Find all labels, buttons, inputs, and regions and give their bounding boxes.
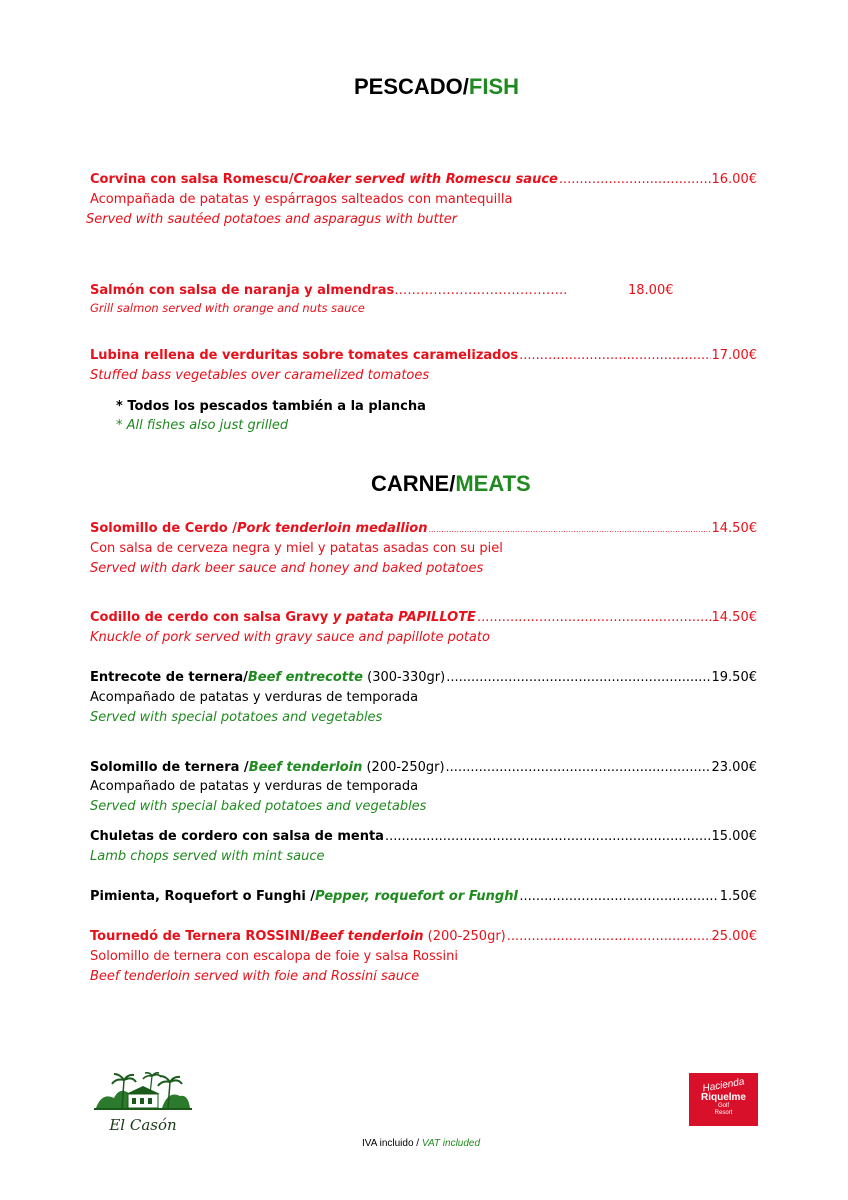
price: 23.00€ xyxy=(711,760,757,775)
menu-item-salmon: Salmón con salsa de naranja y almendras…………………………………. xyxy=(90,283,568,298)
el-cason-wordmark: El Casón xyxy=(109,1116,177,1134)
price: 18.00€ xyxy=(628,283,674,298)
item-description: Solomillo de ternera con escalopa de foie y salsa Rossini xyxy=(90,949,459,964)
menu-item-lubina: Lubina rellena de verduritas sobre tomates caramelizados ..... 17.00€ xyxy=(90,348,757,363)
price: 16.00€ xyxy=(711,172,757,187)
price: 14.50€ xyxy=(711,610,757,625)
hacienda-riquelme-logo: Hacienda Riquelme Golf Resort xyxy=(689,1073,758,1126)
menu-item-entrecote: Entrecote de ternera/ Beef entrecotte (300-330gr) ..... 19.50€ xyxy=(90,670,757,685)
item-description: Con salsa de cerveza negra y miel y patatas asadas con su piel xyxy=(90,541,503,556)
el-cason-logo xyxy=(92,1072,194,1132)
grill-note-en: * All fishes also just grilled xyxy=(116,418,289,433)
menu-item-codillo: Codillo de cerdo con salsa Gravy y patata PAPILLOTE ..... 14.50€ xyxy=(90,610,757,625)
item-description-en: Served with dark beer sauce and honey and baked potatoes xyxy=(90,561,484,576)
price: 25.00€ xyxy=(711,929,757,944)
item-description-en: Lamb chops served with mint sauce xyxy=(90,849,325,864)
price: 19.50€ xyxy=(711,670,757,685)
item-description-en: Grill salmon served with orange and nuts sauce xyxy=(90,301,365,315)
item-description-en: Beef tenderloin served with foie and Rossini sauce xyxy=(90,969,420,984)
item-description-en: Stuffed bass vegetables over caramelized tomatoes xyxy=(90,368,430,383)
menu-item-solomillo-cerdo: Solomillo de Cerdo / Pork tenderloin medallion ..... 14.50€ xyxy=(90,521,757,536)
price: 15.00€ xyxy=(711,829,757,844)
vat-note: IVA incluido / VAT included xyxy=(362,1138,481,1149)
item-description-en: Served with sautéed potatoes and asparagus with butter xyxy=(86,212,458,227)
price: 17.00€ xyxy=(711,348,757,363)
menu-item-sauces: Pimienta, Roquefort o Funghi / Pepper, roquefort or FunghI ..... 1.50€ xyxy=(90,889,757,904)
grill-note: * Todos los pescados también a la plancha xyxy=(116,399,426,414)
item-description-en: Served with special baked potatoes and vegetables xyxy=(90,799,427,814)
fish-title: PESCADO/FISH xyxy=(354,74,520,99)
item-description-en: Served with special potatoes and vegetables xyxy=(90,710,383,725)
palm-trees-icon xyxy=(92,1072,194,1114)
item-description: Acompañado de patatas y verduras de temporada xyxy=(90,690,419,705)
item-description: Acompañada de patatas y espárragos salteados con mantequilla xyxy=(90,192,513,207)
price: 1.50€ xyxy=(719,889,757,904)
menu-item-corvina: Corvina con salsa Romescu/ Croaker served with Romescu sauce ..... 16.00€ xyxy=(90,172,757,187)
menu-item-tournedo: Tournedó de Ternera ROSSINI/ Beef tenderloin (200-250gr) ..... 25.00€ xyxy=(90,929,757,944)
menu-item-chuletas: Chuletas de cordero con salsa de menta ..... 15.00€ xyxy=(90,829,757,844)
menu-item-solomillo-ternera: Solomillo de ternera / Beef tenderloin (200-250gr) ..... 23.00€ xyxy=(90,760,757,775)
meats-title: CARNE/MEATS xyxy=(371,471,531,496)
price: 14.50€ xyxy=(711,521,757,536)
item-description-en: Knuckle of pork served with gravy sauce and papillote potato xyxy=(90,630,490,645)
item-description: Acompañado de patatas y verduras de temporada xyxy=(90,779,419,794)
